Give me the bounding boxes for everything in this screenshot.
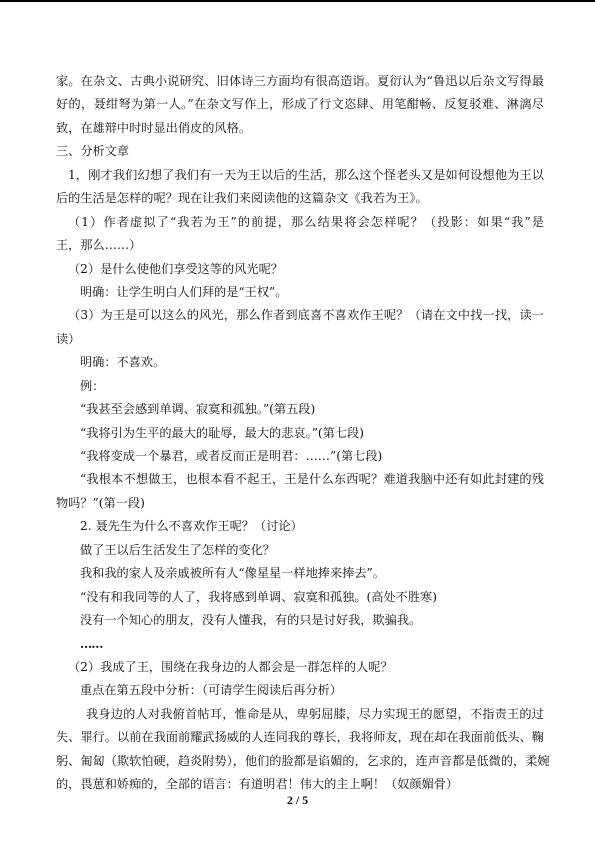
text-line: 1，刚才我们幻想了我们有一天为王以后的生活，那么这个怪老头又是如何设想他为王以	[68, 167, 544, 182]
text-line: 我和我的家人及亲戚被所有人“像星星一样地捧来捧去”。	[80, 566, 385, 581]
text-line: 例：	[80, 378, 105, 393]
text-line: 明确：不喜欢。	[80, 355, 166, 370]
text-line: （3）为王是可以这么的风光，那么作者到底喜不喜欢作王呢？（请在文中找一找，读一	[68, 308, 544, 323]
text-line: 后的生活是怎样的呢？现在让我们来阅读他的这篇杂文《我若为王》。	[56, 191, 428, 206]
text-line: 王，那么……）	[56, 238, 142, 253]
ellipsis-line: ……	[80, 636, 103, 651]
text-line: 致，在雄辩中时时显出俏皮的风格。	[56, 120, 251, 135]
text-line: 失、罪行。以前在我面前耀武扬威的人连同我的尊长，我将师友，现在却在我面前低头、鞠	[56, 730, 544, 745]
text-line: “没有和我同等的人了，我将感到单调、寂寞和孤独。(高处不胜寒)	[80, 589, 437, 604]
text-line: 重点在第五段中分析：（可请学生阅读后再分析）	[80, 683, 343, 698]
text-line: 我身边的人对我俯首帖耳，惟命是从，卑躬屈膝，尽力实现王的愿望，不指责王的过	[86, 706, 544, 721]
text-line: （1）作者虚拟了“我若为王”的前提，那么结果将会怎样呢？（投影：如果“我”是	[68, 214, 544, 229]
page-number: 2 / 5	[286, 793, 309, 807]
text-line: 家。在杂文、古典小说研究、旧体诗三方面均有很高造诣。夏衍认为“鲁迅以后杂文写得最	[56, 74, 544, 88]
text-line: 的，畏葸和娇痴的，全部的语言：有道明君！伟大的主上啊！（奴颜媚骨）	[56, 777, 459, 792]
quote-line: 物吗？”(第一段)	[56, 495, 145, 510]
quote-line: “我将引为生平的最大的耻辱，最大的悲哀。”(第七段)	[80, 425, 364, 440]
text-line: 没有一个知心的朋友，没有人懂我，有的只是讨好我，欺骗我。	[80, 613, 422, 628]
document-body	[56, 70, 550, 797]
text-line: （2）我成了王，围绕在我身边的人都会是一群怎样的人呢？	[68, 659, 393, 674]
text-line: 躬、匍匐（欺软怕硬，趋炎附势），他们的脸都是谄媚的，乞求的，连声音都是低微的，柔婉	[56, 753, 550, 768]
text-line: 2. 聂先生为什么不喜欢作王呢？（讨论）	[80, 519, 303, 534]
text-line: 做了王以后生活发生了怎样的变化？	[80, 542, 275, 557]
quote-line: “我根本不想做王，也根本看不起王，王是什么东西呢？难道我脑中还有如此封建的残	[80, 472, 544, 487]
text-line: （2）是什么使他们享受这等的风光呢？	[68, 261, 283, 276]
section-heading: 三、分析文章	[56, 144, 130, 159]
quote-line: “我甚至会感到单调、寂寞和孤独。”(第五段)	[80, 402, 316, 417]
header-rule	[0, 0, 595, 2]
text-line: 读）	[56, 331, 81, 346]
text-line: 好的，聂绀弩为第一人。”在杂文写作上，形成了行文恣肆、用笔酣畅、反复驳难、淋漓尽	[56, 97, 544, 112]
quote-line: “我将变成一个暴君，或者反而正是明君：……”(第七段)	[80, 449, 383, 463]
text-line: 明确：让学生明白人们拜的是“王权”。	[80, 284, 288, 299]
